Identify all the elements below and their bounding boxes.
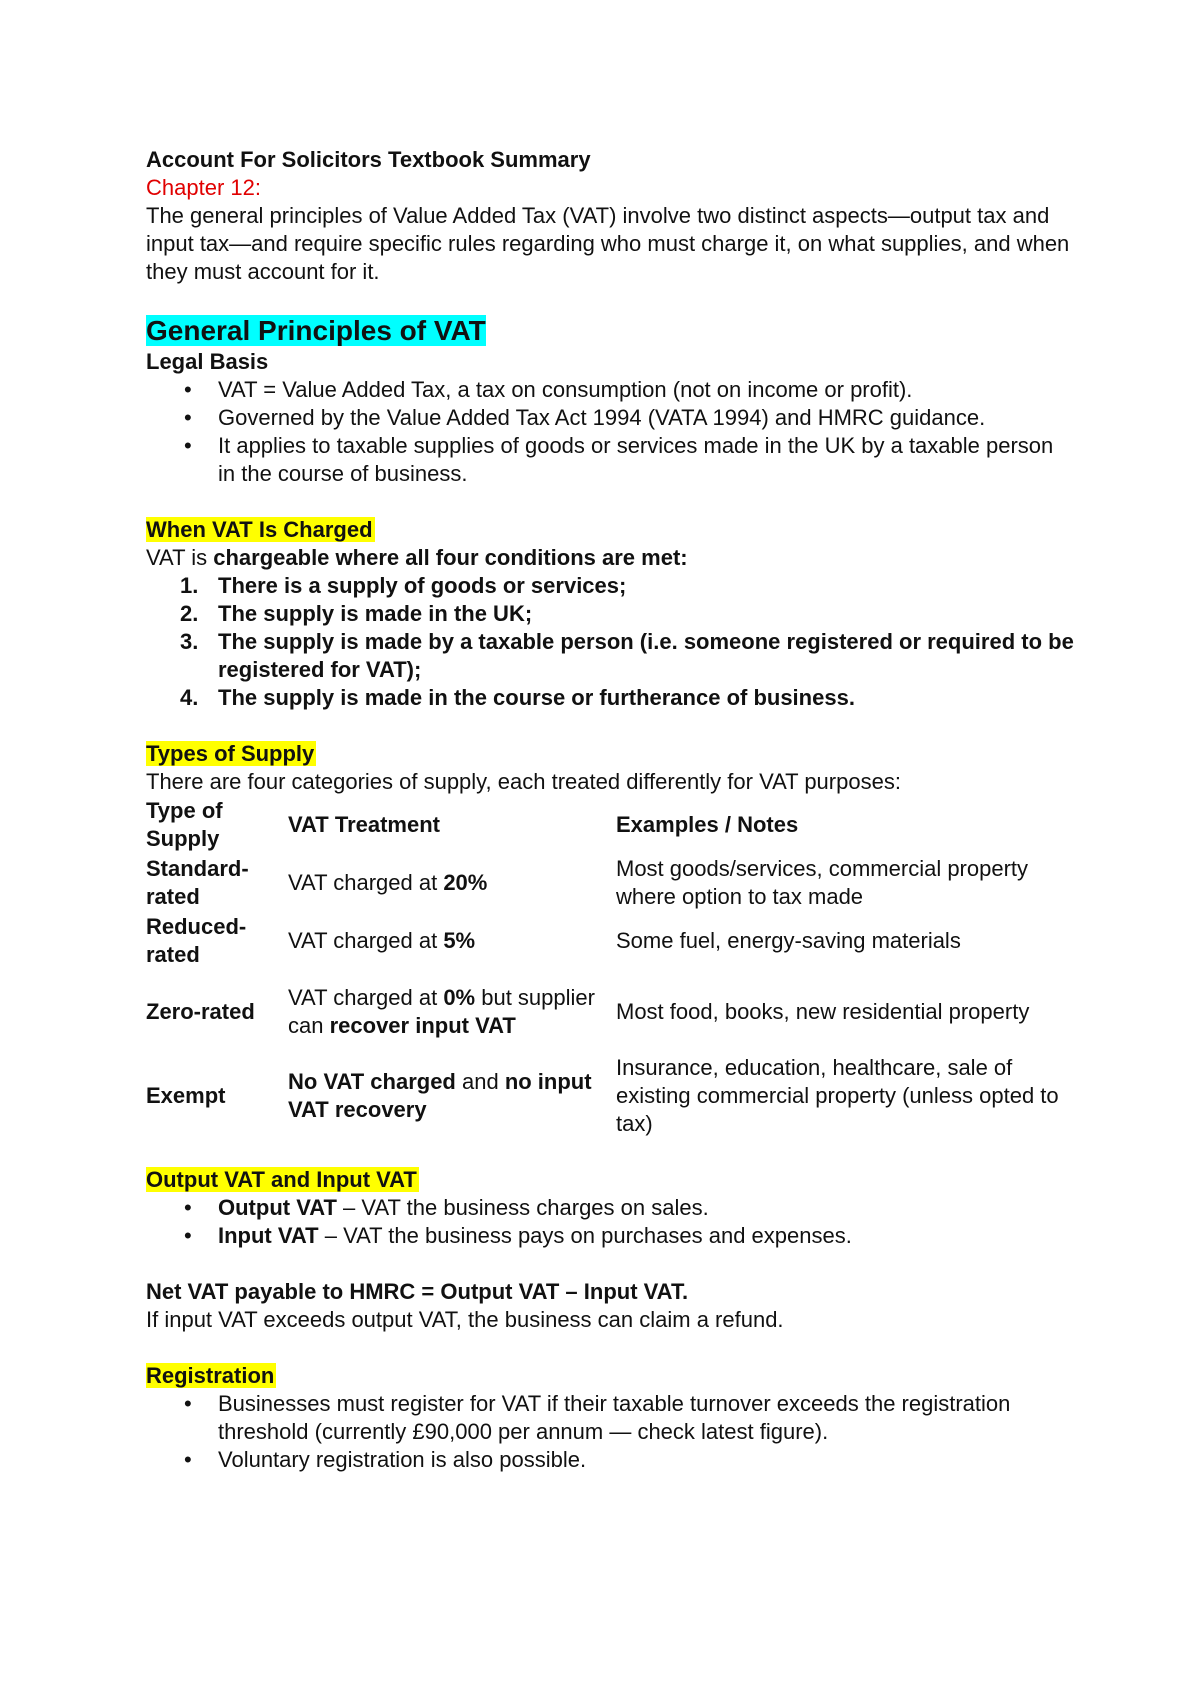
list-item: • VAT = Value Added Tax, a tax on consumption (not on income or profit). [146,376,1076,404]
list-item: • It applies to taxable supplies of goods or services made in the UK by a taxable person in the course of business. [146,432,1076,488]
supply-types-table [146,796,1076,1138]
when-charged-intro: VAT is chargeable where all four conditions are met: [146,545,688,570]
refund-note: If input VAT exceeds output VAT, the business can claim a refund. [146,1307,784,1332]
supply-type-cell: Reduced-rated [146,914,247,967]
conditions-list [146,572,1076,712]
spacer [146,1250,1076,1278]
supply-type-cell: Zero-rated [146,999,255,1024]
list-item: • Input VAT – VAT the business pays on purchases and expenses. [146,1222,1076,1250]
table-header-row [146,796,1076,854]
list-item: • Output VAT – VAT the business charges on sales. [146,1194,1076,1222]
treatment-cell: VAT charged at 20% [288,870,488,895]
net-vat-formula: Net VAT payable to HMRC = Output VAT – Input VAT. [146,1279,689,1304]
document-body [146,146,1076,1474]
treatment-cell: No VAT charged and no input VAT recovery [288,1069,592,1122]
notes-cell: Most goods/services, commercial property where option to tax made [616,856,1029,909]
list-item: • Governed by the Value Added Tax Act 1994 (VATA 1994) and HMRC guidance. [146,404,1076,432]
types-intro: There are four categories of supply, each treated differently for VAT purposes: [146,769,901,794]
notes-cell: Some fuel, energy-saving materials [616,928,961,953]
document-title: Account For Solicitors Textbook Summary [146,147,591,172]
notes-cell: Insurance, education, healthcare, sale of existing commercial property (unless opted to tax) [616,1055,1059,1136]
types-of-supply-section [146,740,1076,1138]
registration-list [146,1390,1076,1474]
when-charged-section [146,516,1076,712]
list-item: 1. There is a supply of goods or services; [180,573,627,598]
column-header: Examples / Notes [616,812,799,837]
list-item: • Voluntary registration is also possible. [146,1446,1076,1474]
treatment-cell: VAT charged at 0% but supplier can recover input VAT [288,985,595,1038]
legal-basis-list [146,376,1076,488]
column-header: Type of Supply [146,798,223,851]
general-principles-section [146,314,1076,488]
output-input-heading: Output VAT and Input VAT [146,1167,417,1192]
list-item: 3. The supply is made by a taxable person (i.e. someone registered or required to be registered for VAT); [180,629,1074,682]
list-item: 2. The supply is made in the UK; [180,601,533,626]
list-item: 4. The supply is made in the course or furtherance of business. [180,685,855,710]
table-row [146,854,1076,912]
chapter-label: Chapter 12: [146,175,261,200]
registration-section [146,1362,1076,1474]
output-input-section [146,1166,1076,1334]
column-header: VAT Treatment [288,812,440,837]
registration-heading: Registration [146,1363,275,1388]
table-row [146,1054,1076,1138]
output-input-list [146,1194,1076,1250]
types-of-supply-heading: Types of Supply [146,741,315,766]
legal-basis-heading: Legal Basis [146,349,269,374]
when-charged-heading: When VAT Is Charged [146,517,373,542]
notes-cell: Most food, books, new residential property [616,999,1030,1024]
table-row [146,912,1076,970]
treatment-cell: VAT charged at 5% [288,928,476,953]
supply-type-cell: Exempt [146,1083,226,1108]
general-principles-heading: General Principles of VAT [146,315,486,346]
supply-type-cell: Standard-rated [146,856,249,909]
table-row [146,970,1076,1054]
list-item: • Businesses must register for VAT if their taxable turnover exceeds the registration threshold (currently £90,000 per annum — check latest figure). [146,1390,1076,1446]
intro-paragraph: The general principles of Value Added Tax (VAT) involve two distinct aspects—output tax and input tax—and require specific rules regarding who must charge it, on what supplies, and when they must account for it. [146,203,1070,284]
